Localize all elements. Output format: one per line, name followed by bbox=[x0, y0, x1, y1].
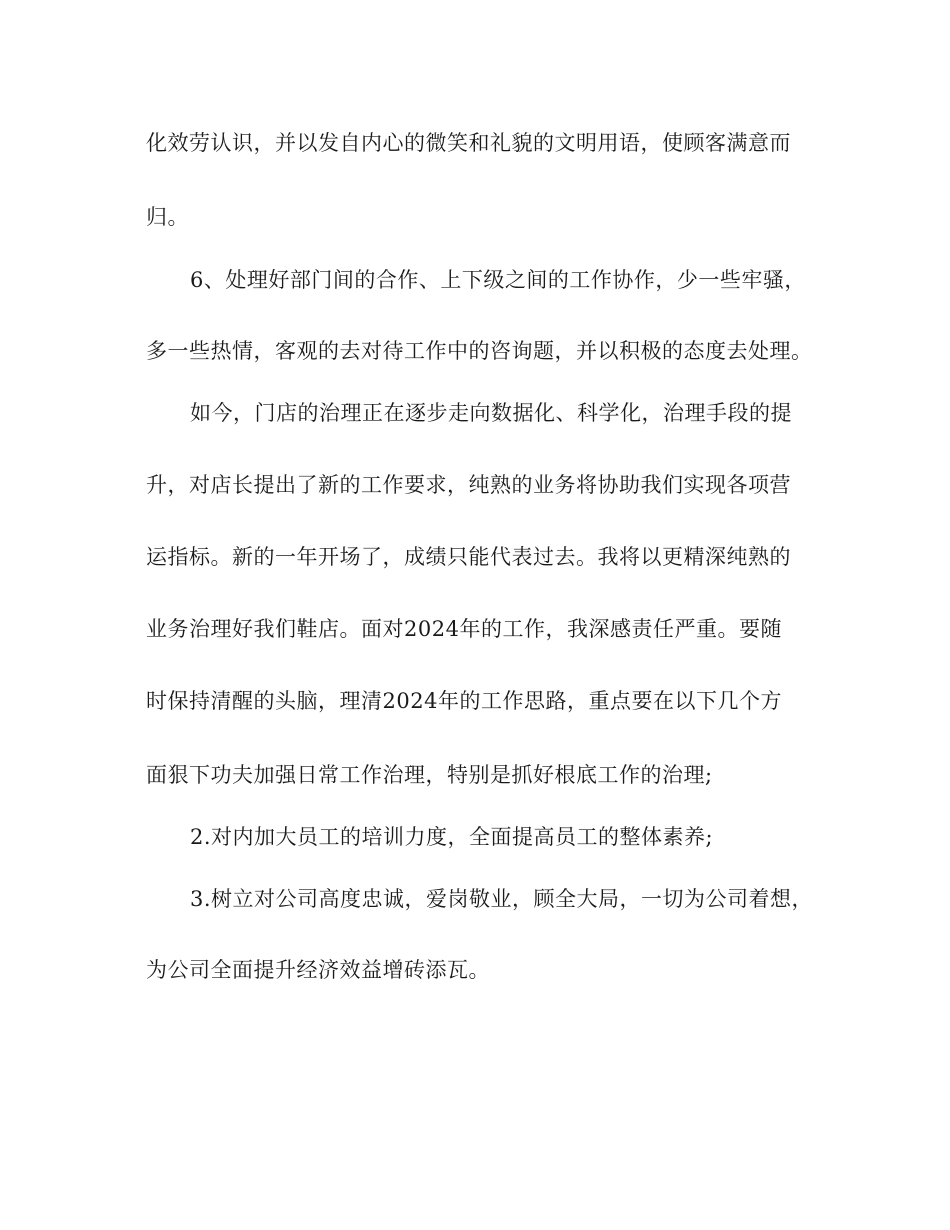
text-line-6: 升，对店长提出了新的工作要求，纯熟的业务将协助我们实现各项营 bbox=[146, 473, 791, 497]
text-line-1: 化效劳认识，并以发自内心的微笑和礼貌的文明用语，使顾客满意而 bbox=[146, 131, 791, 155]
text-line-12: 3.树立对公司高度忠诚，爱岗敬业，顾全大局，一切为公司着想， bbox=[190, 887, 814, 911]
text-line-3: 6、处理好部门间的合作、上下级之间的工作协作，少一些牢骚， bbox=[190, 268, 806, 292]
text-line-8: 业务治理好我们鞋店。面对2024年的工作，我深感责任严重。要随 bbox=[146, 617, 782, 641]
text-line-7: 运指标。新的一年开场了，成绩只能代表过去。我将以更精深纯熟的 bbox=[146, 545, 791, 569]
text-line-13: 为公司全面提升经济效益增砖添瓦。 bbox=[146, 958, 490, 982]
text-line-11: 2.对内加大员工的培训力度，全面提高员工的整体素养; bbox=[190, 825, 714, 849]
text-line-4: 多一些热情，客观的去对待工作中的咨询题，并以积极的态度去处理。 bbox=[146, 339, 813, 363]
text-line-10: 面狠下功夫加强日常工作治理，特别是抓好根底工作的治理; bbox=[146, 763, 713, 787]
text-line-5: 如今，门店的治理正在逐步走向数据化、科学化，治理手段的提 bbox=[190, 401, 792, 425]
text-line-9: 时保持清醒的头脑，理清2024年的工作思路，重点要在以下几个方 bbox=[146, 689, 782, 713]
text-line-2: 归。 bbox=[146, 205, 189, 229]
